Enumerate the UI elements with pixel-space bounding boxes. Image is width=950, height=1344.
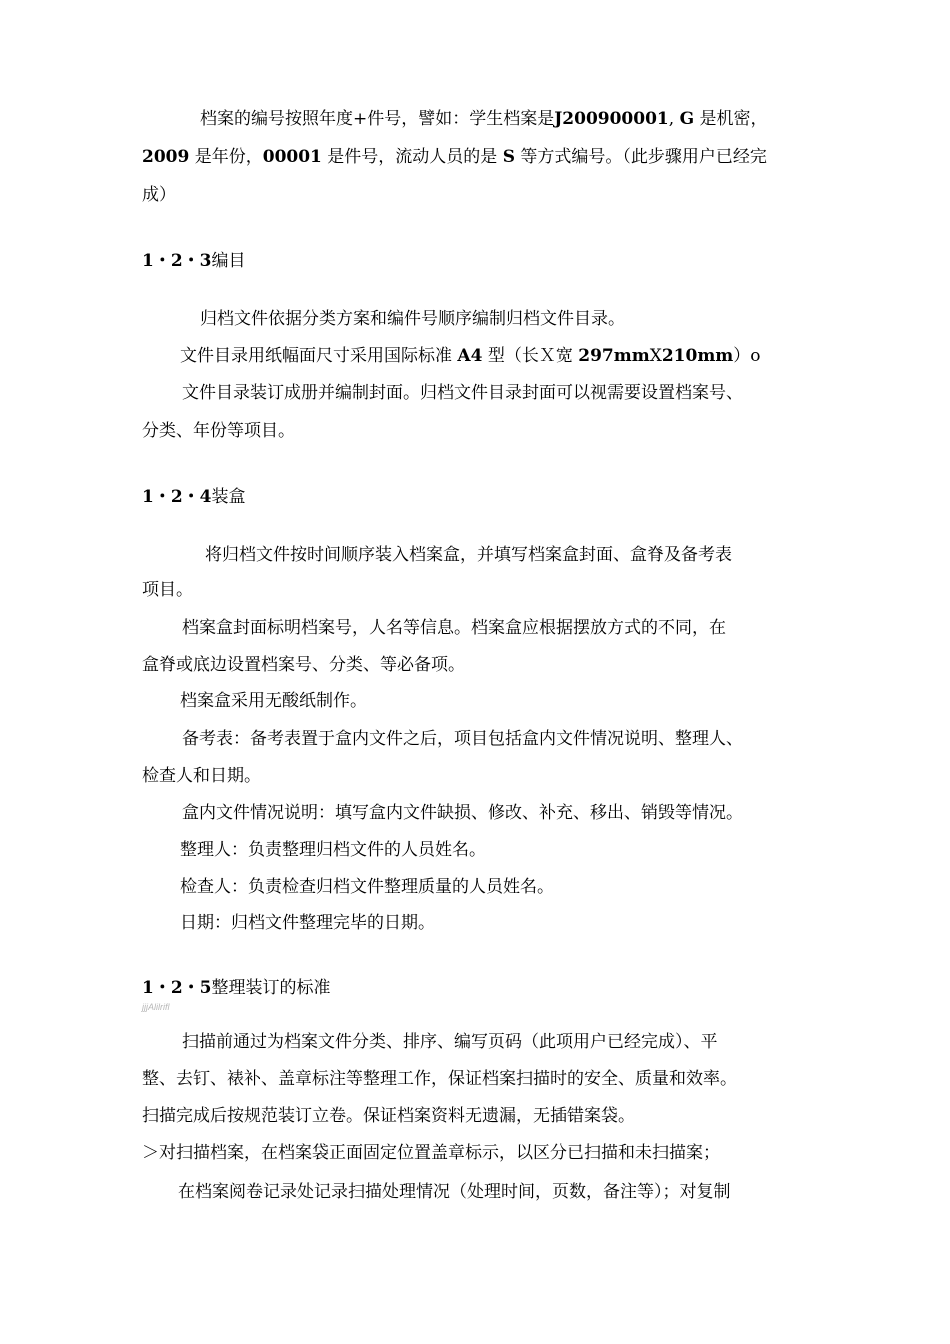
text-run: 型（长Ｘ宽: [482, 346, 579, 366]
paragraph-line: [142, 145, 822, 169]
text-run-bold: 00001: [262, 147, 322, 167]
text-run: 归档文件依据分类方案和编件号顺序编制归档文件目录。: [200, 309, 625, 329]
text-run: 扫描前通过为档案文件分类、排序、编写页码（此项用户已经完成）、平: [182, 1032, 718, 1052]
paragraph-line: [142, 764, 822, 788]
text-run: 分类、年份等项目。: [142, 421, 295, 441]
text-run: 盒脊或底边设置档案号、分类、等必备项。: [142, 655, 465, 675]
text-run: 等方式编号。（此步骤用户已经完: [514, 147, 767, 167]
paragraph-line: [180, 838, 860, 862]
text-run: 盒内文件情况说明：填写盒内文件缺损、修改、补充、移出、销毁等情况。: [182, 803, 743, 823]
text-run: 是机密，: [694, 109, 768, 129]
text-run-bold: 297mm: [578, 346, 650, 366]
text-run: 检查人：负责检查归档文件整理质量的人员姓名。: [180, 877, 554, 897]
text-run: 扫描完成后按规范装订立卷。保证档案资料无遗漏，无插错案袋。: [142, 1106, 635, 1126]
paragraph-line: [180, 875, 860, 899]
paragraph-line: [142, 419, 822, 443]
section-heading: [142, 976, 822, 1000]
text-run: 在档案阅卷记录处记录扫描处理情况（处理时间，页数，备注等）；对复制: [178, 1182, 731, 1202]
paragraph-line: [180, 911, 860, 935]
paragraph-line: [182, 616, 862, 640]
section-title: 编目: [211, 251, 246, 271]
paragraph-line: [142, 653, 822, 677]
section-title: 整理装订的标准: [211, 978, 331, 998]
paragraph-line: [142, 578, 822, 602]
text-run: 是年份，: [189, 147, 263, 167]
paragraph-line: [182, 727, 862, 751]
paragraph-line: [142, 1141, 822, 1165]
text-run: 项目。: [142, 580, 193, 600]
paragraph-line: [142, 183, 822, 207]
paragraph-line: [142, 1067, 822, 1091]
section-heading: [142, 249, 822, 273]
text-run: ,: [668, 109, 680, 129]
text-run-bold: G: [679, 109, 695, 129]
text-run: ）o: [733, 346, 761, 366]
text-run: 整理人：负责整理归档文件的人员姓名。: [180, 840, 486, 860]
paragraph-line: [182, 801, 862, 825]
section-title: 装盒: [211, 487, 246, 507]
text-run: 日期：归档文件整理完毕的日期。: [180, 913, 435, 933]
paragraph-line: [178, 1180, 858, 1204]
text-run-bold: A4: [457, 346, 483, 366]
text-run-bold: 210mm: [661, 346, 734, 366]
text-run: 整、去钉、裱补、盖章标注等整理工作，保证档案扫描时的安全、质量和效率。: [142, 1069, 737, 1089]
text-run: X: [649, 346, 662, 366]
paragraph-line: [180, 689, 860, 713]
text-run-bold: S: [502, 147, 515, 167]
text-run: ＞对扫描档案，在档案袋正面固定位置盖章标示，以区分已扫描和未扫描案；: [142, 1143, 720, 1163]
text-run: 检查人和日期。: [142, 766, 261, 786]
text-run-bold: J200900001: [554, 109, 669, 129]
section-number: 1・2・4: [142, 487, 212, 507]
paragraph-line: [180, 344, 860, 368]
paragraph-line: [142, 1104, 822, 1128]
section-heading: [142, 485, 822, 509]
paragraph-line: [205, 543, 885, 567]
text-run: 成）: [142, 185, 176, 205]
text-run: 文件目录用纸幅面尺寸采用国际标准: [180, 346, 458, 366]
text-run-bold: 2009: [142, 147, 190, 167]
text-run: 档案盒采用无酸纸制作。: [180, 691, 367, 711]
paragraph-line: [182, 381, 862, 405]
scan-artifact-text: jjjAlilrifl: [142, 1002, 170, 1012]
paragraph-line: [200, 307, 880, 331]
text-run: 备考表：备考表置于盒内文件之后，项目包括盒内文件情况说明、整理人、: [182, 729, 743, 749]
text-run: 档案盒封面标明档案号，人名等信息。档案盒应根据摆放方式的不同，在: [182, 618, 726, 638]
text-run: 将归档文件按时间顺序装入档案盒，并填写档案盒封面、盒脊及备考表: [205, 545, 732, 565]
text-run: 是件号，流动人员的是: [321, 147, 503, 167]
text-run: 档案的编号按照年度+件号，譬如：学生档案是: [200, 109, 555, 129]
paragraph-line: [182, 1030, 862, 1054]
section-number: 1・2・3: [142, 251, 212, 271]
paragraph-line: [200, 107, 880, 131]
text-run: 文件目录装订成册并编制封面。归档文件目录封面可以视需要设置档案号、: [182, 383, 743, 403]
section-number: 1・2・5: [142, 978, 212, 998]
